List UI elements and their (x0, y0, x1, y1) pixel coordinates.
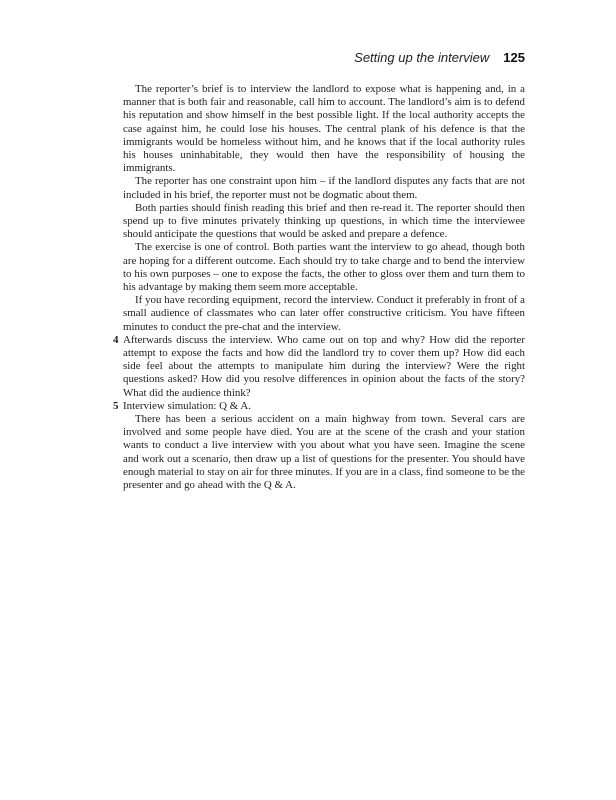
list-item-5 (113, 399, 525, 492)
paragraph-preparation: Both parties should finish reading this brief and then re-read it. The reporter should then spend up to five minutes privately thinking up questions, in which time the interviewee should anticipate the questions that would be asked and prepare a defence. (123, 201, 525, 241)
list-item-4 (113, 333, 525, 400)
paragraph-recording: If you have recording equipment, record the interview. Conduct it preferably in front of a small audience of classmates who can later offer constructive criticism. You have fifteen minutes to conduct the pre-chat and the interview. (123, 294, 525, 333)
list-item-number: 5 (113, 399, 119, 412)
paragraph-constraint: The reporter has one constraint upon him – if the landlord disputes any facts that are not included in his brief, the reporter must not be dogmatic about them. (123, 175, 525, 201)
list-item-text: Interview simulation: Q & A. (123, 399, 251, 412)
list-item-number: 4 (113, 333, 119, 346)
body-text (113, 83, 525, 492)
paragraph-control: The exercise is one of control. Both parties want the interview to go ahead, though both are hoping for a different outcome. Each should try to take charge and to bend the interview to his own purposes – one to expose the facts, the other to gloss over them and turn them to his advantage by making them seem more acceptable. (123, 241, 525, 294)
list-item-continuation: There has been a serious accident on a main highway from town. Several cars are involved and some people have died. You are at the scene of the crash and your station wants to conduct a live interview with you about what you have seen. Imagine the scene and work out a scenario, then draw up a list of questions for the presenter. You should have enough material to stay on air for three minutes. If you are in a class, find someone to be the presenter and go ahead with the Q & A. (123, 413, 525, 492)
running-head (354, 50, 525, 66)
paragraph-reporter-brief: The reporter’s brief is to interview the landlord to expose what is happening and, in a manner that is both fair and reasonable, call him to account. The landlord’s aim is to defend his reputation and show himself in the best possible light. If the local authority accepts the case against him, he could lose his houses. The central plank of his defence is that the immigrants would be homeless without him, and he knows that if the local authority rules his houses uninhabitable, they would then have the responsibility of housing the immigrants. (123, 83, 525, 175)
running-title: Setting up the interview (354, 50, 490, 65)
list-item-text: Afterwards discuss the interview. Who came out on top and why? How did the reporter attempt to expose the facts and how did the landlord try to cover them up? How did each side feel about the attempts to manipulate him during the interview? Were the right questions asked? How did you resolve differences in opinion about the facts of the story? What did the audience think? (123, 333, 525, 399)
page-number: 125 (503, 50, 525, 65)
